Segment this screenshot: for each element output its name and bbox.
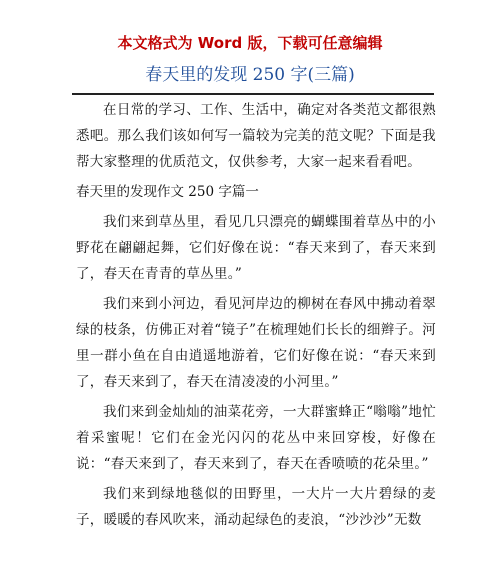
section-heading: 春天里的发现作文 250 字篇一: [76, 184, 259, 200]
body-paragraph: 我们来到草丛里，看见几只漂亮的蝴蝶围着草丛中的小野花在翩翩起舞，它们好像在说：“春天来到了，春天来到了，春天在青青的草丛里。”: [76, 214, 436, 282]
format-notice: 本文格式为 Word 版，下载可任意编辑: [117, 34, 383, 52]
document-title: 春天里的发现 250 字(三篇): [145, 65, 355, 85]
document-body: [76, 97, 436, 533]
intro-paragraph: 在日常的学习、工作、生活中，确定对各类范文都很熟悉吧。那么我们该如何写一篇较为完美的范文呢？下面是我帮大家整理的优质范文，仅供参考，大家一起来看看吧。: [76, 102, 436, 170]
title-divider: [72, 93, 434, 95]
body-paragraph: 我们来到小河边，看见河岸边的柳树在春风中拂动着翠绿的枝条，仿佛正对着“镜子”在梳理她们长长的细辫子。河里一群小鱼在自由逍遥地游着，它们好像在说：“春天来到了，春天来到了，春天在清凌凌的小河里。”: [76, 296, 436, 390]
body-paragraph: 我们来到绿地毯似的田野里，一大片一大片碧绿的麦子，暖暖的春风吹来，涌动起绿色的麦浪，“沙沙沙”无数: [76, 486, 436, 528]
body-paragraph: 我们来到金灿灿的油菜花旁，一大群蜜蜂正“嗡嗡”地忙着采蜜呢！它们在金光闪闪的花丛中来回穿梭，好像在说：“春天来到了，春天来到了，春天在香喷喷的花朵里。”: [76, 404, 436, 472]
